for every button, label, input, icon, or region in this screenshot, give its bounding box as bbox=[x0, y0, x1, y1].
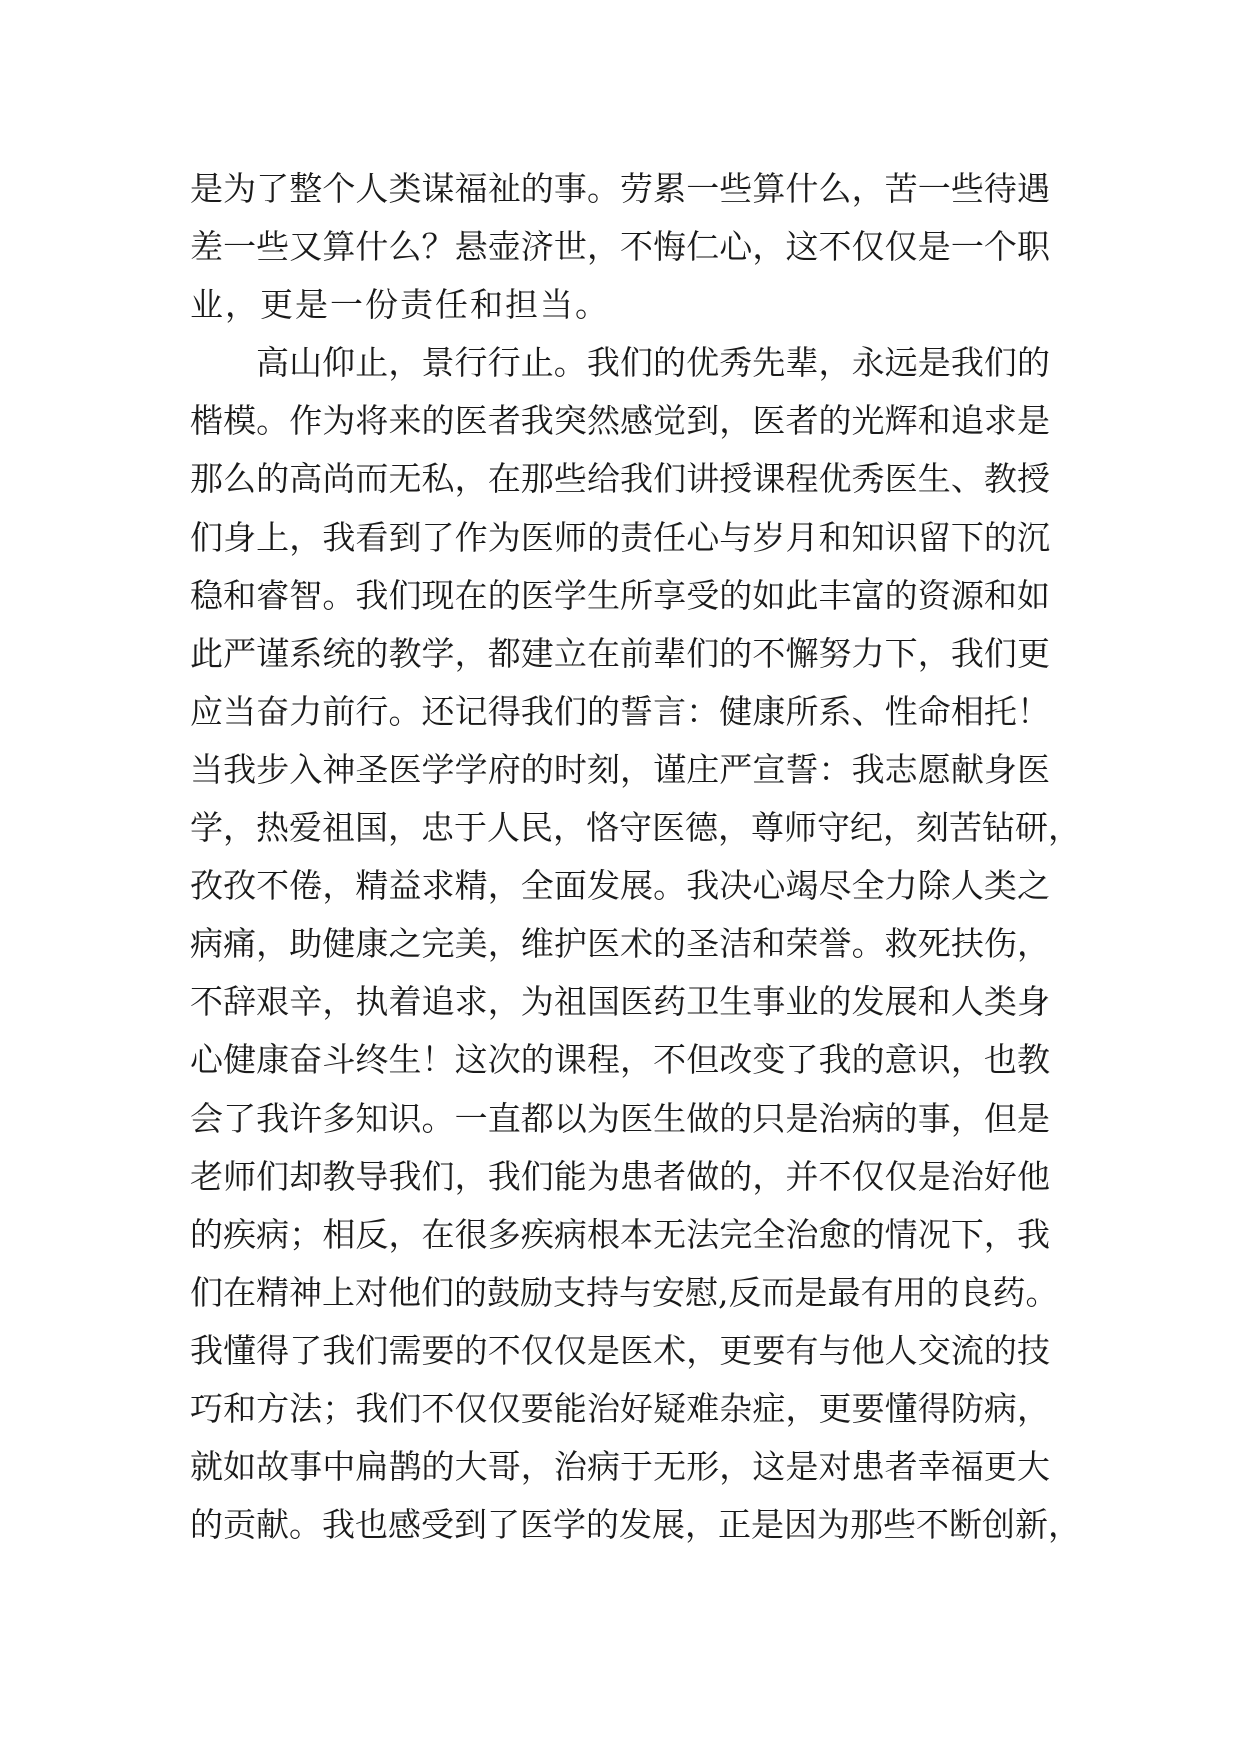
text-line: 业，更是一份责任和担当。 bbox=[190, 285, 610, 325]
text-line: 楷模。作为将来的医者我突然感觉到，医者的光辉和追求是 bbox=[190, 401, 1050, 441]
text-line: 不辞艰辛，执着追求，为祖国医药卫生事业的发展和人类身 bbox=[190, 982, 1050, 1022]
text-line: 们在精神上对他们的鼓励支持与安慰,反而是最有用的良药。 bbox=[190, 1272, 1059, 1312]
text-line: 我懂得了我们需要的不仅仅是医术，更要有与他人交流的技 bbox=[190, 1330, 1050, 1370]
text-line: 病痛，助健康之完美，维护医术的圣洁和荣誉。救死扶伤， bbox=[190, 924, 1050, 964]
text-line: 就如故事中扁鹊的大哥，治病于无形，这是对患者幸福更大 bbox=[190, 1447, 1050, 1487]
text-line: 差一些又算什么？悬壶济世，不悔仁心，这不仅仅是一个职 bbox=[190, 227, 1050, 267]
text-line: 老师们却教导我们，我们能为患者做的，并不仅仅是治好他 bbox=[190, 1156, 1050, 1196]
text-line: 们身上，我看到了作为医师的责任心与岁月和知识留下的沉 bbox=[190, 517, 1050, 557]
text-line: 的疾病；相反，在很多疾病根本无法完全治愈的情况下，我 bbox=[190, 1214, 1050, 1254]
paragraph-first-line: 高山仰止，景行行止。我们的优秀先辈，永远是我们的 bbox=[256, 343, 1050, 383]
text-line: 学，热爱祖国，忠于人民，恪守医德，尊师守纪，刻苦钻研， bbox=[190, 808, 1081, 848]
text-line: 巧和方法；我们不仅仅要能治好疑难杂症，更要懂得防病， bbox=[190, 1388, 1050, 1428]
text-line: 会了我许多知识。一直都以为医生做的只是治病的事，但是 bbox=[190, 1098, 1050, 1138]
text-line: 当我步入神圣医学学府的时刻，谨庄严宣誓：我志愿献身医 bbox=[190, 749, 1050, 789]
body-text bbox=[190, 160, 1081, 1554]
text-line: 稳和睿智。我们现在的医学生所享受的如此丰富的资源和如 bbox=[190, 575, 1050, 615]
text-line: 那么的高尚而无私，在那些给我们讲授课程优秀医生、教授 bbox=[190, 459, 1050, 499]
text-line: 孜孜不倦，精益求精，全面发展。我决心竭尽全力除人类之 bbox=[190, 866, 1050, 906]
text-line: 此严谨系统的教学，都建立在前辈们的不懈努力下，我们更 bbox=[190, 633, 1050, 673]
text-line: 心健康奋斗终生！这次的课程，不但改变了我的意识，也教 bbox=[190, 1040, 1050, 1080]
text-line: 应当奋力前行。还记得我们的誓言：健康所系、性命相托！ bbox=[190, 691, 1050, 731]
text-line: 是为了整个人类谋福祉的事。劳累一些算什么，苦一些待遇 bbox=[190, 169, 1050, 208]
text-line: 的贡献。我也感受到了医学的发展，正是因为那些不断创新， bbox=[190, 1505, 1081, 1545]
